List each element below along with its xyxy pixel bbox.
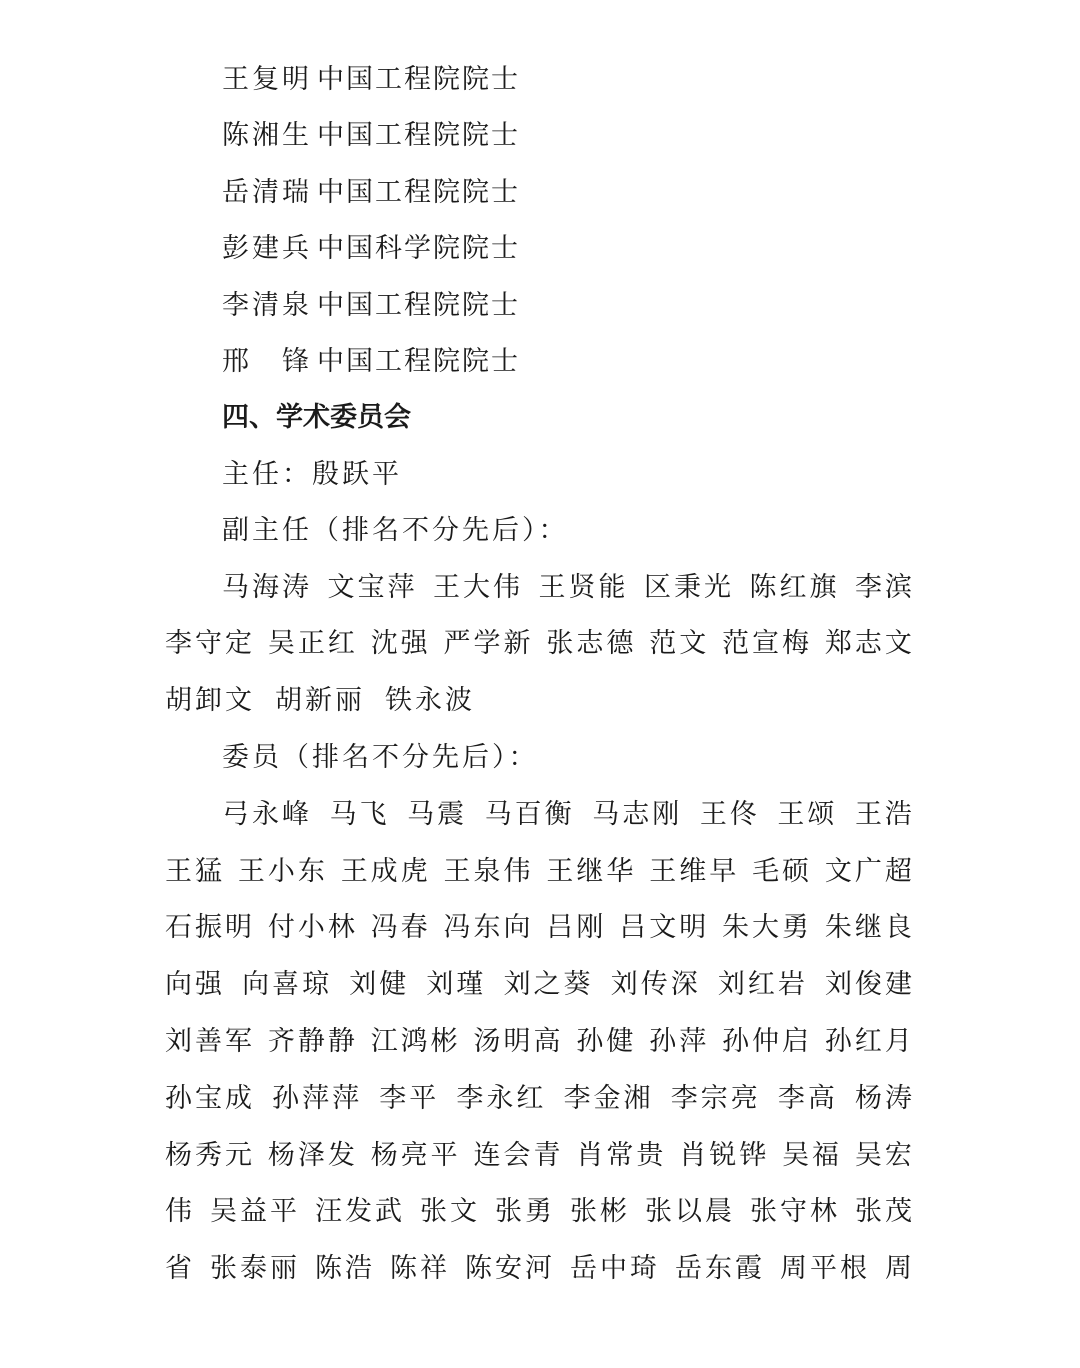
member-names-line xyxy=(165,1241,915,1297)
person-name: 杨泽发 xyxy=(267,1140,358,1171)
person-name: 吴福 xyxy=(782,1140,843,1171)
person-name: 弓永峰 xyxy=(222,799,312,830)
person-name: 马百衡 xyxy=(484,799,575,830)
person-name: 李宗亮 xyxy=(670,1083,761,1114)
person-name: 王佟 xyxy=(699,799,760,830)
person-name: 铁永波 xyxy=(385,685,475,716)
person-name: 陈浩 xyxy=(315,1253,375,1284)
deputy-names-line xyxy=(165,616,915,672)
person-name: 李永红 xyxy=(456,1083,547,1114)
person-name: 王猛 xyxy=(165,856,225,887)
member-names-line xyxy=(165,1014,915,1070)
deputy-names-line xyxy=(165,673,915,729)
person-name: 张守林 xyxy=(750,1196,840,1227)
person-name: 张勇 xyxy=(495,1196,555,1227)
deputy-names-line xyxy=(222,560,915,616)
person-name: 胡卸文 xyxy=(165,685,255,716)
person-name: 付小林 xyxy=(267,912,358,943)
academician-row xyxy=(222,221,915,277)
person-name: 岳东霞 xyxy=(675,1253,765,1284)
person-name: 王大伟 xyxy=(433,572,523,603)
director-line: 主任：殷跃平 xyxy=(222,459,402,490)
person-name: 周 xyxy=(885,1253,915,1284)
person-name: 连会青 xyxy=(473,1140,564,1171)
members-label: 委员（排名不分先后）： xyxy=(222,742,539,773)
person-name: 刘瑾 xyxy=(426,969,487,1000)
person-name: 吴正红 xyxy=(267,628,358,659)
person-name: 岳中琦 xyxy=(570,1253,660,1284)
person-name: 汪发武 xyxy=(315,1196,405,1227)
person-name: 王浩 xyxy=(854,799,915,830)
member-names-line xyxy=(222,787,915,843)
person-name: 陈安河 xyxy=(465,1253,555,1284)
person-name: 马震 xyxy=(407,799,468,830)
person-name: 孙健 xyxy=(576,1026,637,1057)
member-names-line xyxy=(165,1128,915,1184)
person-name: 严学新 xyxy=(443,628,534,659)
person-name: 肖常贵 xyxy=(576,1140,667,1171)
person-name: 周平根 xyxy=(780,1253,870,1284)
person-name: 刘红岩 xyxy=(717,969,808,1000)
academician-name: 李清泉 xyxy=(222,290,312,321)
person-name: 张以晨 xyxy=(645,1196,735,1227)
person-name: 孙萍萍 xyxy=(272,1083,363,1114)
person-name: 范文 xyxy=(649,628,710,659)
academician-title: 中国工程院院士 xyxy=(317,120,520,151)
person-name: 王小东 xyxy=(237,856,328,887)
member-names-line xyxy=(165,900,915,956)
section-heading: 四、学术委员会 xyxy=(222,402,411,433)
person-name: 向强 xyxy=(165,969,225,1000)
person-name: 孙仲启 xyxy=(722,1026,813,1057)
person-name: 石振明 xyxy=(165,912,255,943)
person-name: 孙宝成 xyxy=(165,1083,255,1114)
person-name: 王维早 xyxy=(649,856,740,887)
person-name: 冯东向 xyxy=(443,912,534,943)
person-name: 郑志文 xyxy=(824,628,915,659)
person-name: 文宝萍 xyxy=(327,572,418,603)
person-name: 朱大勇 xyxy=(722,912,813,943)
person-name: 文广超 xyxy=(824,856,915,887)
academician-title: 中国工程院院士 xyxy=(317,177,520,208)
person-name: 张志德 xyxy=(546,628,637,659)
person-name: 李守定 xyxy=(165,628,255,659)
person-name: 马志刚 xyxy=(592,799,683,830)
person-name: 陈祥 xyxy=(390,1253,450,1284)
academician-name: 邢 锋 xyxy=(222,346,312,377)
academician-title: 中国工程院院士 xyxy=(317,346,520,377)
person-name: 张茂 xyxy=(855,1196,915,1227)
person-name: 马海涛 xyxy=(222,572,312,603)
person-name: 区秉光 xyxy=(644,572,734,603)
person-name: 肖锐铧 xyxy=(679,1140,770,1171)
person-name: 杨涛 xyxy=(854,1083,915,1114)
person-name: 吴宏 xyxy=(854,1140,915,1171)
person-name: 刘善军 xyxy=(165,1026,255,1057)
person-name: 江鸿彬 xyxy=(370,1026,461,1057)
academician-row xyxy=(222,108,915,164)
person-name: 李平 xyxy=(379,1083,440,1114)
person-name: 刘之葵 xyxy=(503,969,594,1000)
member-names-line xyxy=(165,957,915,1013)
person-name: 孙萍 xyxy=(649,1026,710,1057)
person-name: 齐静静 xyxy=(267,1026,358,1057)
person-name: 王继华 xyxy=(546,856,637,887)
person-name: 刘健 xyxy=(349,969,410,1000)
person-name: 张彬 xyxy=(570,1196,630,1227)
person-name: 冯春 xyxy=(370,912,431,943)
person-name: 王贤能 xyxy=(538,572,629,603)
member-names-line xyxy=(165,1184,915,1240)
person-name: 范宣梅 xyxy=(722,628,813,659)
academician-name: 彭建兵 xyxy=(222,233,312,264)
member-names-line xyxy=(165,1071,915,1127)
person-name: 王成虎 xyxy=(340,856,431,887)
academician-title: 中国工程院院士 xyxy=(317,290,520,321)
person-name: 刘传深 xyxy=(610,969,701,1000)
person-name: 张文 xyxy=(420,1196,480,1227)
person-name: 张泰丽 xyxy=(210,1253,300,1284)
academician-row xyxy=(222,334,915,390)
academician-name: 陈湘生 xyxy=(222,120,312,151)
person-name: 孙红月 xyxy=(824,1026,915,1057)
academician-title: 中国科学院院士 xyxy=(317,233,520,264)
person-name: 杨亮平 xyxy=(370,1140,461,1171)
person-name: 毛硕 xyxy=(752,856,813,887)
person-name: 刘俊建 xyxy=(824,969,915,1000)
member-names-line xyxy=(165,844,915,900)
person-name: 吕刚 xyxy=(546,912,607,943)
person-name: 汤明高 xyxy=(473,1026,564,1057)
academician-title: 中国工程院院士 xyxy=(317,64,520,95)
person-name: 杨秀元 xyxy=(165,1140,255,1171)
person-name: 李高 xyxy=(777,1083,838,1114)
academician-name: 王复明 xyxy=(222,64,312,95)
person-name: 胡新丽 xyxy=(275,685,365,716)
person-name: 王泉伟 xyxy=(443,856,534,887)
person-name: 伟 xyxy=(165,1196,195,1227)
person-name: 李金湘 xyxy=(563,1083,654,1114)
person-name: 向喜琼 xyxy=(242,969,333,1000)
person-name: 省 xyxy=(165,1253,195,1284)
person-name: 陈红旗 xyxy=(749,572,840,603)
person-name: 吕文明 xyxy=(619,912,710,943)
academician-row xyxy=(222,165,915,221)
academician-row xyxy=(222,52,915,108)
academician-row xyxy=(222,278,915,334)
person-name: 朱继良 xyxy=(824,912,915,943)
person-name: 王颂 xyxy=(777,799,838,830)
person-name: 李滨 xyxy=(855,572,915,603)
person-name: 沈强 xyxy=(370,628,431,659)
person-name: 马飞 xyxy=(329,799,390,830)
person-name: 吴益平 xyxy=(210,1196,300,1227)
academician-name: 岳清瑞 xyxy=(222,177,312,208)
deputy-label: 副主任（排名不分先后）： xyxy=(222,515,569,546)
